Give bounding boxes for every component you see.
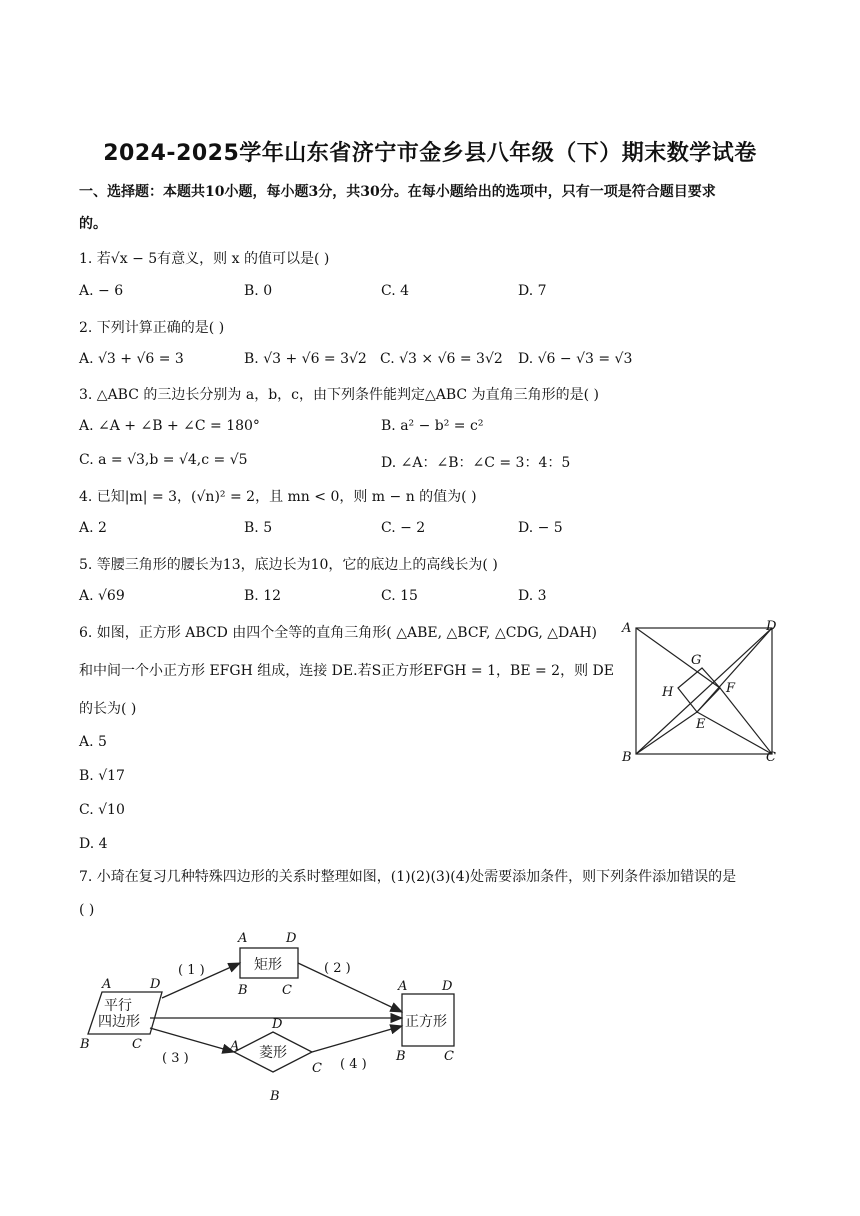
step-3-label: ( 3 ) [162, 1051, 189, 1066]
section-instructions-line2: 的。 [79, 216, 107, 232]
segment-cg [720, 688, 772, 754]
arrow-3 [150, 1028, 234, 1052]
label-g: G [691, 653, 702, 668]
square-vertex-d: D [442, 979, 453, 994]
square-vertex-a: A [398, 979, 408, 994]
square-vertex-b: B [396, 1049, 406, 1064]
question-6-option-c: C. √10 [79, 802, 125, 818]
question-6-figure [616, 616, 786, 766]
question-4-stem: 4. 已知|m| = 3，(√n)² = 2，且 mn < 0，则 m − n 的值为( ) [79, 489, 477, 505]
question-2-option-b: B. √3 + √6 = 3√2 [244, 351, 367, 367]
rhombus-vertex-a: A [230, 1039, 240, 1054]
segment-be [636, 712, 697, 754]
label-b: B [622, 750, 632, 765]
parallelogram-label-line1: 平行 [104, 998, 132, 1014]
question-5-option-b: B. 12 [244, 588, 282, 604]
question-6-option-b: B. √17 [79, 768, 125, 784]
question-3-option-c: C. a = √3,b = √4,c = √5 [79, 452, 248, 468]
exam-title: 2024-2025学年山东省济宁市金乡县八年级（下）期末数学试卷 [103, 141, 757, 166]
question-5-option-c: C. 15 [381, 588, 418, 604]
rect-vertex-d: D [286, 931, 297, 946]
pgram-vertex-a: A [102, 977, 112, 992]
parallelogram-label-line2: 四边形 [98, 1014, 140, 1030]
step-1-label: ( 1 ) [178, 963, 205, 978]
rhombus-vertex-c: C [312, 1061, 322, 1076]
question-1-option-d: D. 7 [518, 283, 547, 299]
question-6-stem-line3: 的长为( ) [79, 701, 137, 717]
label-f: F [726, 681, 736, 696]
label-d: D [766, 619, 777, 634]
question-1-option-c: C. 4 [381, 283, 410, 299]
segment-ag [636, 628, 720, 688]
rect-vertex-a: A [238, 931, 248, 946]
question-4-option-b: B. 5 [244, 520, 273, 536]
question-7-stem-line1: 7. 小琦在复习几种特殊四边形的关系时整理如图，(1)(2)(3)(4)处需要添加条件，则下列条件添加错误的是 [79, 869, 737, 885]
step-4-label: ( 4 ) [340, 1057, 367, 1072]
section-instructions [79, 176, 789, 240]
question-3-option-d: D. ∠A：∠B：∠C = 3：4：5 [381, 455, 571, 471]
question-2-option-a: A. √3 + √6 = 3 [79, 351, 184, 367]
question-1-option-a: A. − 6 [79, 283, 124, 299]
rhombus-vertex-d: D [272, 1017, 283, 1032]
inner-square-efgh [678, 668, 720, 712]
question-4-option-c: C. − 2 [381, 520, 426, 536]
pgram-vertex-b: B [80, 1037, 90, 1052]
question-5-stem: 5. 等腰三角形的腰长为13，底边长为10，它的底边上的高线长为( ) [79, 557, 498, 573]
question-3-option-a: A. ∠A + ∠B + ∠C = 180° [79, 418, 260, 434]
square-vertex-c: C [444, 1049, 454, 1064]
question-6-stem-line2: 和中间一个小正方形 EFGH 组成，连接 DE.若S正方形EFGH = 1，BE = 2，则 DE [79, 663, 614, 679]
arrow-4 [312, 1026, 402, 1052]
square-label: 正方形 [405, 1014, 447, 1030]
question-4-option-d: D. − 5 [518, 520, 563, 536]
rectangle-label: 矩形 [254, 957, 282, 973]
label-c: C [766, 750, 776, 765]
label-h: H [662, 685, 674, 700]
pgram-vertex-d: D [150, 977, 161, 992]
rhombus-label: 菱形 [259, 1045, 287, 1061]
question-1-option-b: B. 0 [244, 283, 273, 299]
question-3-stem: 3. △ABC 的三边长分别为 a，b，c，由下列条件能判定△ABC 为直角三角形的是( ) [79, 387, 599, 403]
rhombus-vertex-b: B [270, 1089, 280, 1104]
label-e: E [696, 717, 706, 732]
question-2-option-c: C. √3 × √6 = 3√2 [380, 351, 503, 367]
rect-vertex-b: B [238, 983, 248, 998]
question-2-stem: 2. 下列计算正确的是( ) [79, 320, 225, 336]
section-instructions-line1: 一、选择题：本题共10小题，每小题3分，共30分。在每小题给出的选项中，只有一项是符合题目要求 [79, 184, 716, 200]
question-5-option-a: A. √69 [79, 588, 125, 604]
question-5-option-d: D. 3 [518, 588, 547, 604]
question-6-option-d: D. 4 [79, 836, 108, 852]
pgram-vertex-c: C [132, 1037, 142, 1052]
segment-bd [636, 628, 772, 754]
rect-vertex-c: C [282, 983, 292, 998]
label-a: A [622, 621, 632, 636]
question-7-stem-line2: ( ) [79, 902, 95, 918]
question-2-option-d: D. √6 − √3 = √3 [518, 351, 633, 367]
segment-ec [697, 712, 772, 754]
question-1-stem: 1. 若√x − 5有意义，则 x 的值可以是( ) [79, 251, 330, 267]
question-6-stem-line1: 6. 如图，正方形 ABCD 由四个全等的直角三角形( △ABE, △BCF, △CDG, △DAH) [79, 625, 598, 641]
step-2-label: ( 2 ) [324, 961, 351, 976]
question-3-option-b: B. a² − b² = c² [381, 418, 484, 434]
question-6-option-a: A. 5 [79, 734, 107, 750]
question-7-figure [76, 926, 476, 1106]
question-4-option-a: A. 2 [79, 520, 107, 536]
